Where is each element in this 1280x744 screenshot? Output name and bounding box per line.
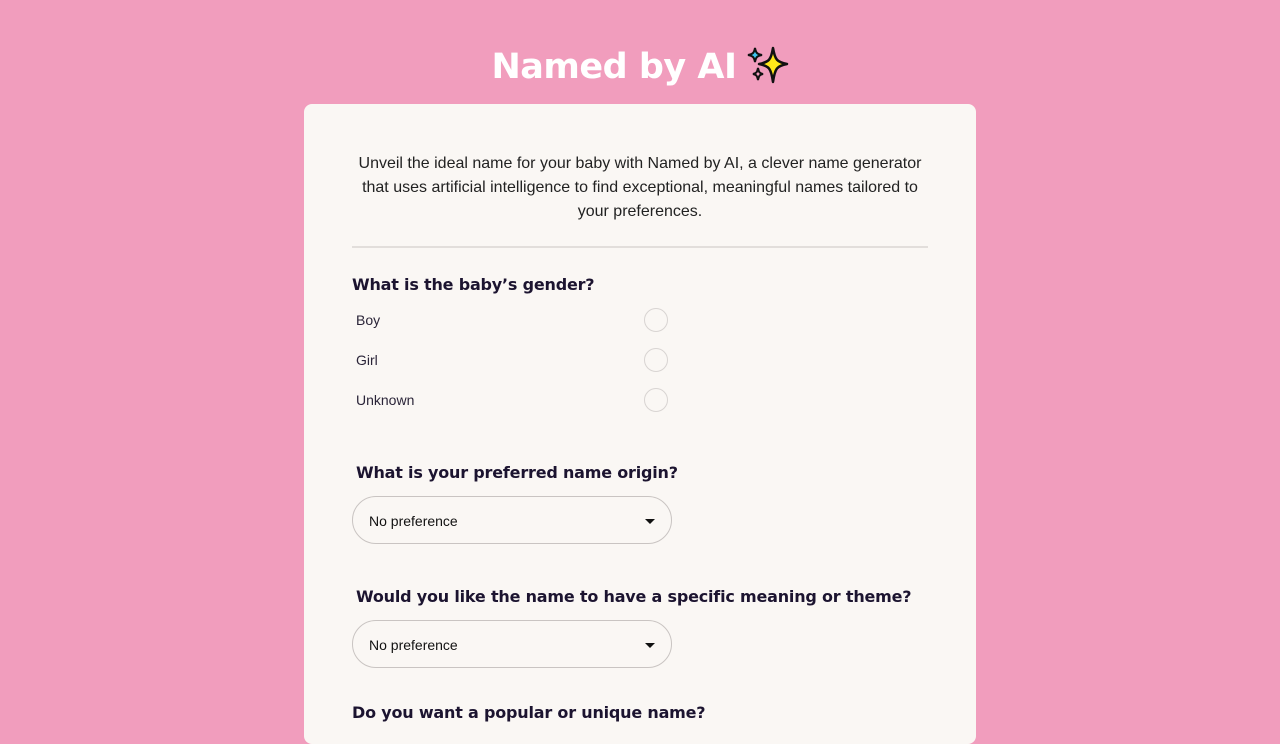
gender-unknown-radio[interactable] xyxy=(644,388,668,412)
gender-option-label: Girl xyxy=(356,352,378,368)
origin-value: No preference xyxy=(369,513,458,529)
gender-boy-radio[interactable] xyxy=(644,308,668,332)
gender-question: What is the baby’s gender? xyxy=(352,275,595,294)
gender-option-label: Unknown xyxy=(356,392,415,408)
intro-text: Unveil the ideal name for your baby with Named by AI, a clever name generator that uses artificial intelligence to find exceptional, meaningful names tailored to your preferences. xyxy=(358,155,922,220)
popularity-question: Do you want a popular or unique name? xyxy=(352,703,706,722)
meaning-value: No preference xyxy=(369,637,458,653)
title-text: Named by AI xyxy=(491,47,737,87)
gender-option-label: Boy xyxy=(356,312,381,328)
meaning-select[interactable] xyxy=(352,620,672,668)
caret-down-icon xyxy=(645,519,655,524)
origin-question: What is your preferred name origin? xyxy=(356,463,678,482)
caret-down-icon xyxy=(645,643,655,648)
sparkles-icon xyxy=(745,44,789,86)
divider xyxy=(352,246,928,248)
gender-girl-radio[interactable] xyxy=(644,348,668,372)
meaning-question: Would you like the name to have a specific meaning or theme? xyxy=(356,587,912,606)
form-card xyxy=(304,104,976,744)
origin-select[interactable] xyxy=(352,496,672,544)
page-title xyxy=(0,44,1280,87)
